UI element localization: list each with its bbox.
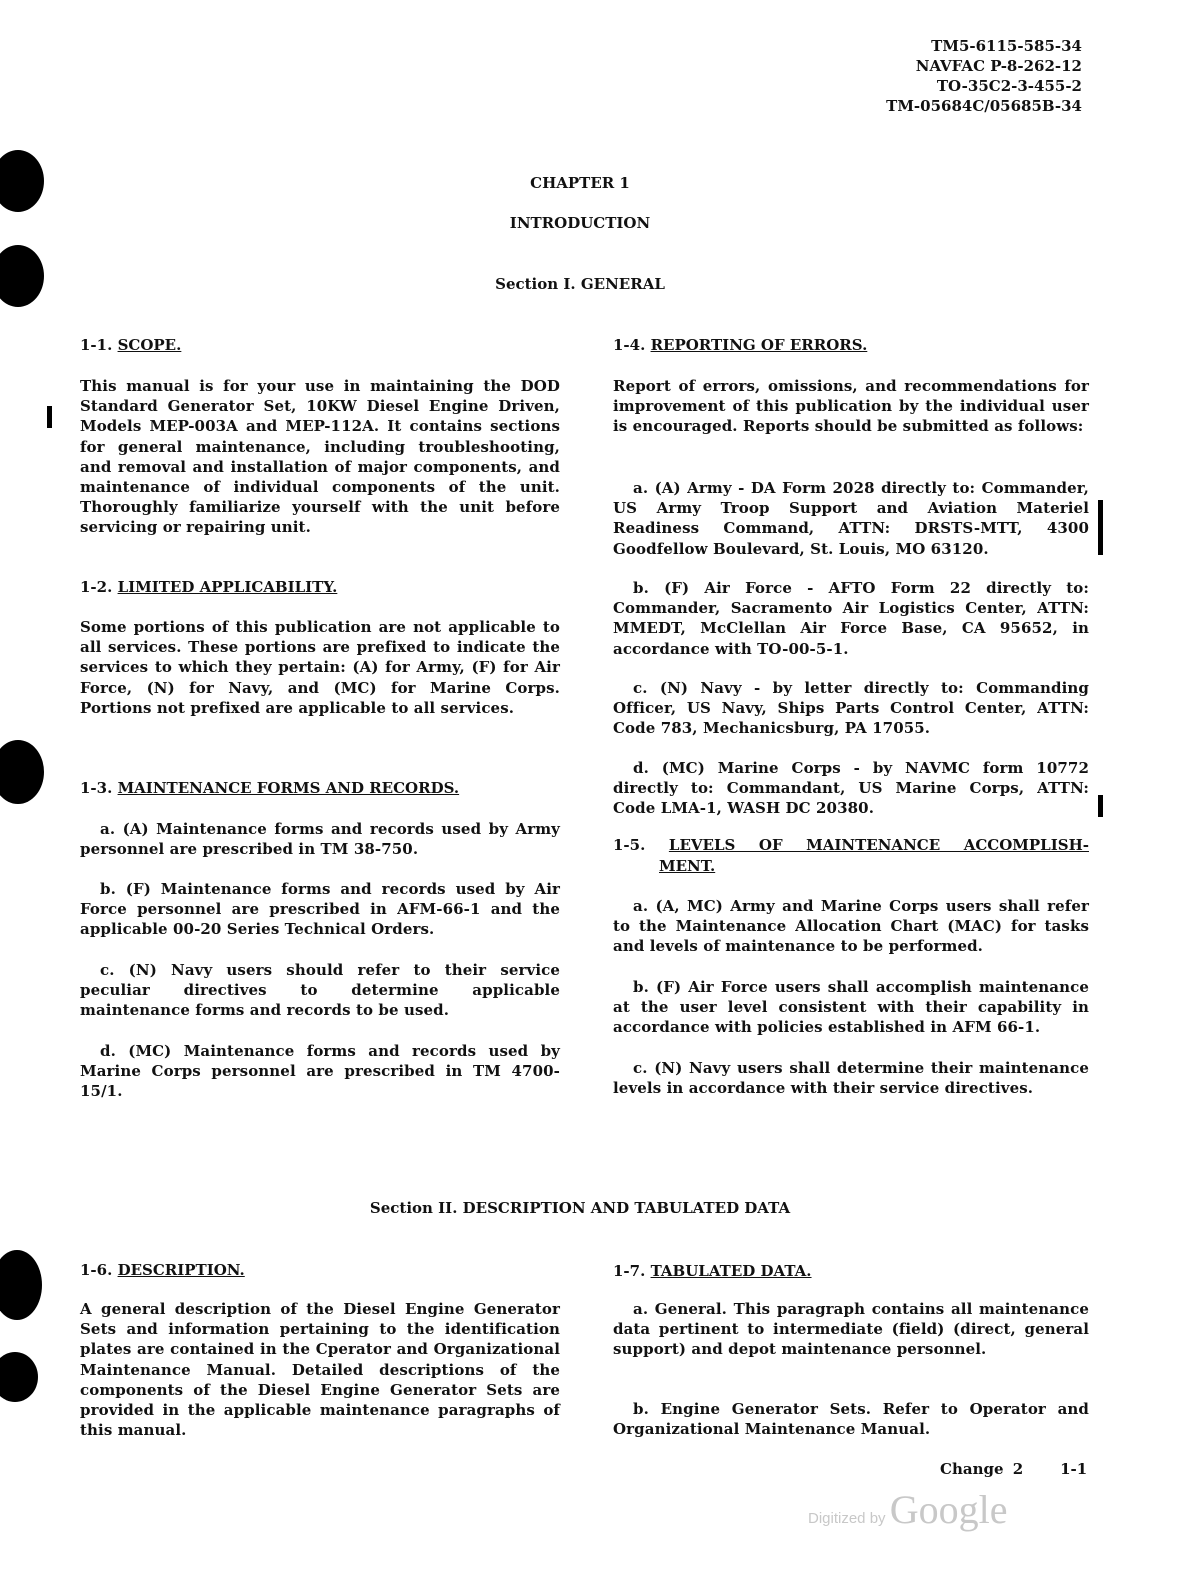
- subparagraph: b. (F) Air Force - AFTO Form 22 directly to: Commander, Sacramento Air Logistics Center, ATTN: MMEDT, McClellan Air Force Base, CA 95652, in accordance with TO-00-5-1.: [613, 579, 1089, 658]
- subparagraph: b. Engine Generator Sets. Refer to Operator and Organizational Maintenance Manual.: [613, 1400, 1089, 1439]
- paragraph-heading: 1-3. MAINTENANCE FORMS AND RECORDS.: [80, 779, 460, 797]
- punch-hole: [0, 1250, 42, 1320]
- subparagraph: a. (A, MC) Army and Marine Corps users shall refer to the Maintenance Allocation Chart (MAC) for tasks and levels of maintenance to be performed.: [613, 897, 1089, 956]
- subparagraph: a. (A) Maintenance forms and records used by Army personnel are prescribed in TM 38-750.: [80, 820, 560, 859]
- subparagraph: d. (MC) Marine Corps - by NAVMC form 10772 directly to: Commandant, US Marine Corps, ATTN: Code LMA-1, WASH DC 20380.: [613, 759, 1089, 818]
- paragraph-heading: 1-2. LIMITED APPLICABILITY.: [80, 578, 338, 596]
- paragraph-heading: 1-4. REPORTING OF ERRORS.: [613, 336, 868, 354]
- doc-code: NAVFAC P-8-262-12: [915, 57, 1082, 75]
- subparagraph: a. General. This paragraph contains all maintenance data pertinent to intermediate (field) (direct, general support) and depot maintenance personnel.: [613, 1300, 1089, 1359]
- paragraph-heading: 1-6. DESCRIPTION.: [80, 1261, 245, 1279]
- change-bar: [1098, 500, 1103, 555]
- document-codes: [886, 36, 1082, 116]
- scope-text: This manual is for your use in maintaining the DOD Standard Generator Set, 10KW Diesel Engine Driven, Models MEP-003A and MEP-112A. It contains sections for general maintenance, including troubleshooting, and removal and installation of major components, and maintenance of individual components of the unit. Thoroughly familiarize yourself with the unit before servicing or repairing unit.: [80, 377, 560, 537]
- paragraph-heading-cont: MENT.: [659, 857, 716, 875]
- subparagraph: c. (N) Navy users shall determine their maintenance levels in accordance with their service directives.: [613, 1059, 1089, 1098]
- punch-hole: [0, 740, 44, 804]
- page-number: 1-1: [1060, 1460, 1088, 1478]
- subparagraph: d. (MC) Maintenance forms and records used by Marine Corps personnel are prescribed in TM 4700-15/1.: [80, 1042, 560, 1101]
- paragraph-heading: 1-5. LEVELS OF MAINTENANCE ACCOMPLISH-: [613, 836, 1089, 854]
- subparagraph: c. (N) Navy users should refer to their service peculiar directives to determine applicable maintenance forms and records to be used.: [80, 961, 560, 1020]
- section-heading: Section II. DESCRIPTION AND TABULATED DATA: [369, 1199, 791, 1217]
- change-number: Change 2: [940, 1460, 1024, 1478]
- doc-code: TM-05684C/05685B-34: [886, 97, 1082, 115]
- change-bar: [47, 406, 52, 428]
- punch-hole: [0, 1352, 38, 1402]
- page-footer: [940, 1459, 1087, 1479]
- paragraph-heading: 1-1. SCOPE.: [80, 336, 182, 354]
- subparagraph: a. (A) Army - DA Form 2028 directly to: Commander, US Army Troop Support and Aviation Materiel Readiness Command, ATTN: DRSTS-MTT, 4300 Goodfellow Boulevard, St. Louis, MO 63120.: [613, 479, 1089, 558]
- subparagraph: c. (N) Navy - by letter directly to: Commanding Officer, US Navy, Ships Parts Control Center, ATTN: Code 783, Mechanicsburg, PA 17055.: [613, 679, 1089, 738]
- errors-text: Report of errors, omissions, and recommendations for improvement of this publication by the individual user is encouraged. Reports should be submitted as follows:: [613, 377, 1089, 436]
- chapter-number: CHAPTER 1: [530, 174, 630, 192]
- chapter-title: INTRODUCTION: [509, 214, 651, 232]
- digitized-watermark: Digitized by Google: [808, 1487, 1008, 1532]
- subparagraph: b. (F) Maintenance forms and records used by Air Force personnel are prescribed in AFM-66-1 and the applicable 00-20 Series Technical Orders.: [80, 880, 560, 939]
- google-logo: Google: [889, 1487, 1008, 1532]
- doc-code: TM5-6115-585-34: [931, 37, 1082, 55]
- paragraph-heading: 1-7. TABULATED DATA.: [613, 1262, 812, 1280]
- change-bar: [1098, 795, 1103, 817]
- description-text: A general description of the Diesel Engine Generator Sets and information pertaining to the identification plates are contained in the Cperator and Organizational Maintenance Manual. Detailed descriptions of the components of the Diesel Engine Generator Sets are provided in the applicable maintenance paragraphs of this manual.: [80, 1300, 560, 1440]
- subparagraph: b. (F) Air Force users shall accomplish maintenance at the user level consistent with their capability in accordance with policies established in AFM 66-1.: [613, 978, 1089, 1037]
- applicability-text: Some portions of this publication are not applicable to all services. These portions are prefixed to indicate the services to which they pertain: (A) for Army, (F) for Air Force, (N) for Navy, and (MC) for Marine Corps. Portions not prefixed are applicable to all services.: [80, 618, 560, 717]
- doc-code: TO-35C2-3-455-2: [936, 77, 1082, 95]
- section-heading: Section I. GENERAL: [495, 275, 665, 293]
